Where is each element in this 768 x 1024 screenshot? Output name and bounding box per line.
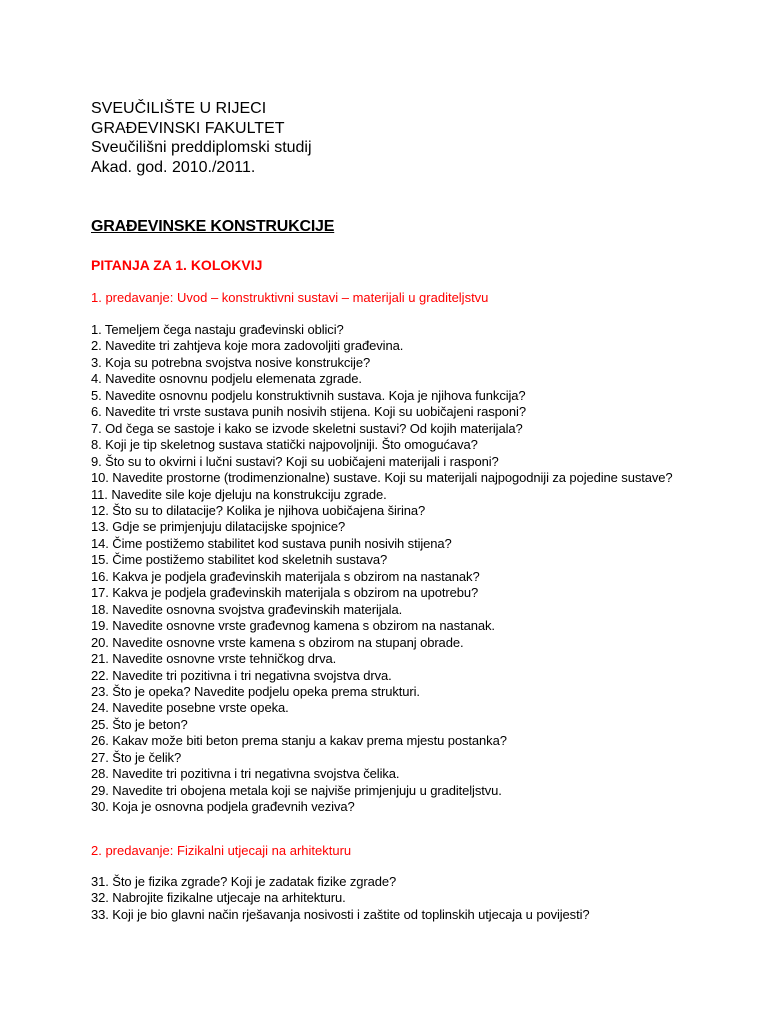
question-item: 1. Temeljem čega nastaju građevinski oblici?	[91, 322, 344, 337]
question-item: 9. Što su to okvirni i lučni sustavi? Koji su uobičajeni materijali i rasponi?	[91, 453, 499, 469]
question-item: 5. Navedite osnovnu podjelu konstruktivnih sustava. Koja je njihova funkcija?	[91, 387, 526, 403]
question-item: 25. Što je beton?	[91, 716, 188, 732]
question-item: 21. Navedite osnovne vrste tehničkog drva.	[91, 651, 337, 667]
question-item: 29. Navedite tri obojena metala koji se najviše primjenjuju u graditeljstvu.	[91, 782, 502, 798]
question-item: 27. Što je čelik?	[91, 749, 182, 765]
question-item: 11. Navedite sile koje djeluju na konstrukciju zgrade.	[91, 486, 387, 502]
question-item: 4. Navedite osnovnu podjelu elemenata zgrade.	[91, 371, 362, 387]
question-list-1	[91, 322, 673, 816]
question-item: 13. Gdje se primjenjuju dilatacijske spojnice?	[91, 519, 346, 535]
question-item: 26. Kakav može biti beton prema stanju a kakav prema mjestu postanka?	[91, 733, 507, 749]
question-item: 2. Navedite tri zahtjeva koje mora zadovoljiti građevina.	[91, 338, 404, 354]
question-item: 23. Što je opeka? Navedite podjelu opeka prema strukturi.	[91, 683, 420, 699]
question-item: 10. Navedite prostorne (trodimenzionalne) sustave. Koji su materijali najpogodniji za pojedine sustave?	[91, 470, 673, 486]
question-item: 6. Navedite tri vrste sustava punih nosivih stijena. Koji su uobičajeni rasponi?	[91, 404, 526, 420]
academic-year: Akad. god. 2010./2011.	[91, 158, 256, 176]
question-item: 8. Koji je tip skeletnog sustava statički najpovoljniji. Što omogućava?	[91, 437, 478, 453]
question-item: 14. Čime postižemo stabilitet kod sustava punih nosivih stijena?	[91, 535, 452, 551]
question-item: 30. Koja je osnovna podjela građevnih veziva?	[91, 799, 355, 815]
exam-title: PITANJA ZA 1. KOLOKVIJ	[91, 257, 263, 273]
section-heading-2: 2. predavanje: Fizikalni utjecaji na arhitekturu	[91, 843, 352, 858]
faculty-name: GRAĐEVINSKI FAKULTET	[91, 119, 285, 137]
course-title: GRAĐEVINSKE KONSTRUKCIJE	[91, 218, 335, 235]
question-item: 19. Navedite osnovne vrste građevnog kamena s obzirom na nastanak.	[91, 618, 495, 634]
study-program: Sveučilišni preddiplomski studij	[91, 139, 312, 156]
question-item: 32. Nabrojite fizikalne utjecaje na arhitekturu.	[91, 890, 346, 906]
question-item: 22. Navedite tri pozitivna i tri negativna svojstva drva.	[91, 667, 392, 683]
question-item: 17. Kakva je podjela građevinskih materijala s obzirom na upotrebu?	[91, 585, 479, 601]
question-list-2	[91, 874, 590, 923]
document-header	[91, 99, 312, 177]
question-item: 15. Čime postižemo stabilitet kod skeletnih sustava?	[91, 552, 388, 568]
question-item: 31. Što je fizika zgrade? Koji je zadatak fizike zgrade?	[91, 874, 397, 889]
question-item: 33. Koji je bio glavni način rješavanja nosivosti i zaštite od toplinskih utjecaja u povijesti?	[91, 906, 590, 922]
question-item: 20. Navedite osnovne vrste kamena s obzirom na stupanj obrade.	[91, 634, 464, 650]
question-item: 16. Kakva je podjela građevinskih materijala s obzirom na nastanak?	[91, 568, 480, 584]
question-item: 18. Navedite osnovna svojstva građevinskih materijala.	[91, 601, 403, 617]
question-item: 3. Koja su potrebna svojstva nosive konstrukcije?	[91, 354, 371, 370]
section-heading-1: 1. predavanje: Uvod – konstruktivni sustavi – materijali u graditeljstvu	[91, 290, 489, 305]
university-name: SVEUČILIŠTE U RIJECI	[91, 100, 267, 117]
question-item: 28. Navedite tri pozitivna i tri negativna svojstva čelika.	[91, 766, 400, 782]
question-item: 7. Od čega se sastoje i kako se izvode skeletni sustavi? Od kojih materijala?	[91, 420, 523, 436]
question-item: 24. Navedite posebne vrste opeka.	[91, 700, 289, 716]
question-item: 12. Što su to dilatacije? Kolika je njihova uobičajena širina?	[91, 502, 426, 518]
